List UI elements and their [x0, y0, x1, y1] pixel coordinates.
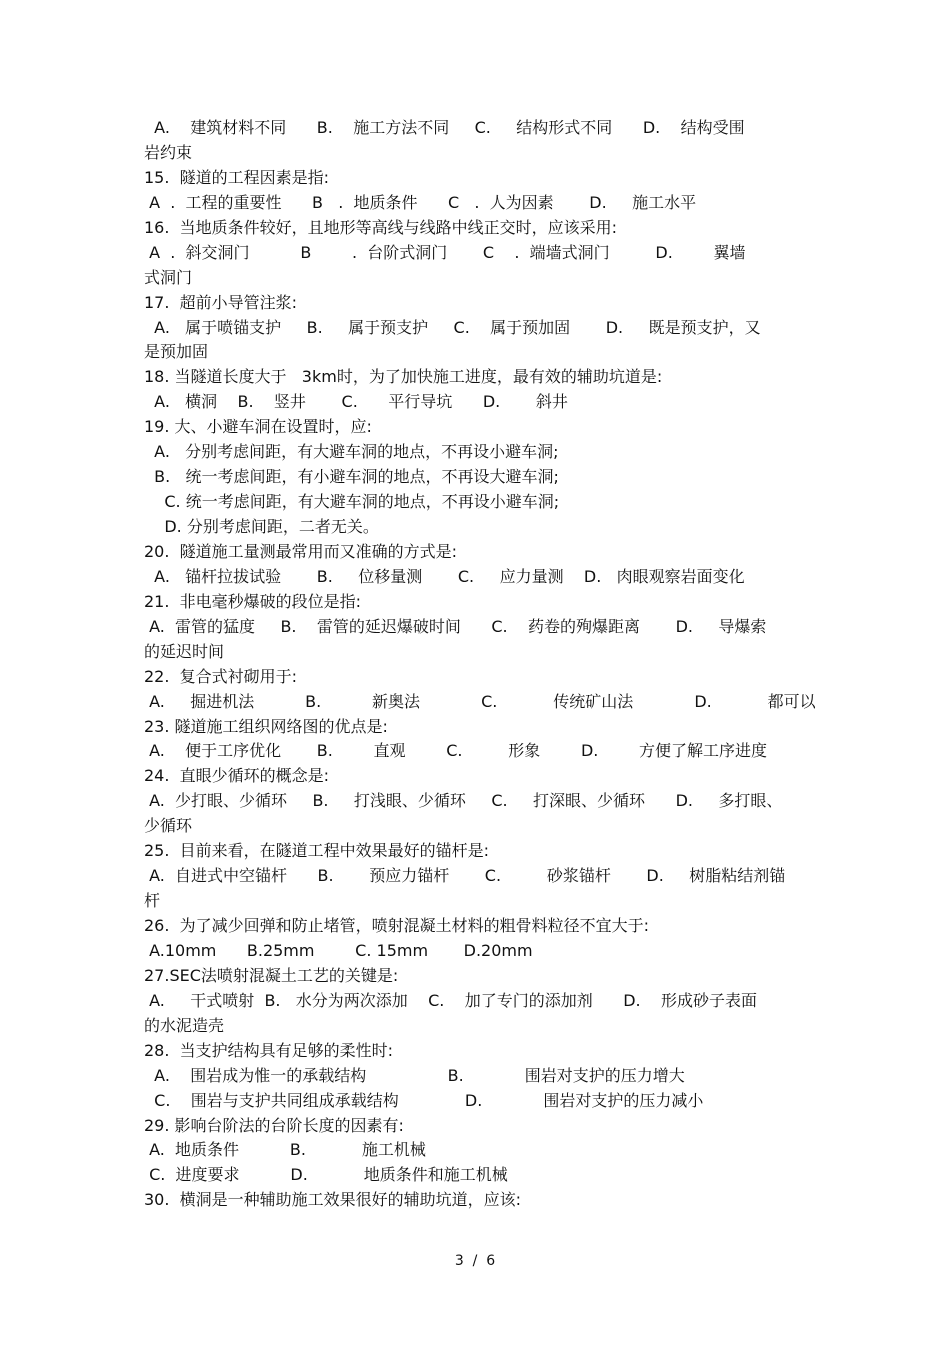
text-line: C. 统一考虑间距，有大避车洞的地点，不再设小避车洞; [144, 492, 560, 512]
text-line: 20. 隧道施工量测最常用而又准确的方式是: [144, 541, 458, 561]
text-line: A. 掘进机法 B. 新奥法 C. 传统矿山法 D. 都可以 [144, 691, 816, 711]
page-number: 3 / 6 [454, 1253, 496, 1269]
text-line: A. 分别考虑间距，有大避车洞的地点，不再设小避车洞; [144, 442, 559, 462]
text-line: A . 斜交洞门 B . 台阶式洞门 C . 端墙式洞门 D. 翼墙 [144, 242, 746, 262]
text-line: A. 属于喷锚支护 B. 属于预支护 C. 属于预加固 D. 既是预支护，又 [144, 317, 761, 337]
text-line: A. 建筑材料不同 B. 施工方法不同 C. 结构形式不同 D. 结构受围 [144, 118, 745, 137]
text-line: C. 进度要求 D. 地质条件和施工机械 [144, 1165, 508, 1185]
text-line: 是预加固 [144, 342, 209, 362]
text-line: A. 地质条件 B. 施工机械 [144, 1140, 426, 1160]
text-line: 24. 直眼少循环的概念是: [144, 766, 330, 786]
text-line: 少循环 [144, 816, 193, 836]
text-line: 25. 目前来看，在隧道工程中效果最好的锚杆是: [144, 841, 490, 861]
text-line: 22. 复合式衬砌用于: [144, 666, 298, 686]
text-line: A. 干式喷射 B. 水分为两次添加 C. 加了专门的添加剂 D. 形成砂子表面 [144, 990, 757, 1010]
text-line: 21. 非电毫秒爆破的段位是指: [144, 591, 362, 611]
text-line: 28. 当支护结构具有足够的柔性时: [144, 1040, 394, 1060]
text-line: 26. 为了减少回弹和防止堵管，喷射混凝土材料的粗骨料粒径不宜大于: [144, 916, 650, 935]
text-line: 30. 横洞是一种辅助施工效果很好的辅助坑道，应该: [144, 1190, 522, 1210]
text-line: A. 锚杆拉拔试验 B. 位移量测 C. 应力量测 D. 肉眼观察岩面变化 [144, 566, 745, 586]
text-line: A . 工程的重要性 B . 地质条件 C . 人为因素 D. 施工水平 [144, 192, 697, 212]
text-line: C. 围岩与支护共同组成承载结构 D. 围岩对支护的压力减小 [144, 1090, 704, 1110]
text-line: 的延迟时间 [144, 641, 225, 661]
text-line: 27.SEC法喷射混凝土工艺的关键是: [144, 965, 399, 985]
text-line: 18. 当隧道长度大于 3km时，为了加快施工进度，最有效的辅助坑道是: [144, 367, 663, 387]
text-line: 17. 超前小导管注浆: [144, 292, 298, 312]
text-line: A. 横洞 B. 竖井 C. 平行导坑 D. 斜井 [144, 392, 568, 412]
text-line: A. 便于工序优化 B. 直观 C. 形象 D. 方便了解工序进度 [144, 741, 768, 761]
text-line: 19. 大、小避车洞在设置时，应: [144, 417, 372, 437]
text-line: 式洞门 [144, 267, 193, 287]
text-line: D. 分别考虑间距，二者无关。 [144, 517, 379, 536]
text-line: 杆 [144, 891, 161, 911]
text-line: 29. 影响台阶法的台阶长度的因素有: [144, 1115, 404, 1135]
text-line: 16. 当地质条件较好，且地形等高线与线路中线正交时，应该采用: [144, 217, 618, 237]
text-line: 15. 隧道的工程因素是指: [144, 167, 330, 187]
text-line: B. 统一考虑间距，有小避车洞的地点，不再设大避车洞; [144, 467, 559, 487]
document-body [144, 116, 814, 1213]
text-line: A. 自进式中空锚杆 B. 预应力锚杆 C. 砂浆锚杆 D. 树脂粘结剂锚 [144, 866, 786, 886]
text-line: 的水泥造壳 [144, 1015, 225, 1035]
text-line: A. 围岩成为惟一的承载结构 B. 围岩对支护的压力增大 [144, 1065, 685, 1085]
text-line: A. 少打眼、少循环 B. 打浅眼、少循环 C. 打深眼、少循环 D. 多打眼、 [144, 791, 783, 811]
text-line: A. 雷管的猛度 B. 雷管的延迟爆破时间 C. 药卷的殉爆距离 D. 导爆索 [144, 616, 767, 636]
text-line: A.10mm B.25mm C. 15mm D.20mm [144, 940, 533, 960]
text-line: 23. 隧道施工组织网络图的优点是: [144, 716, 388, 736]
text-line: 岩约束 [144, 142, 193, 162]
